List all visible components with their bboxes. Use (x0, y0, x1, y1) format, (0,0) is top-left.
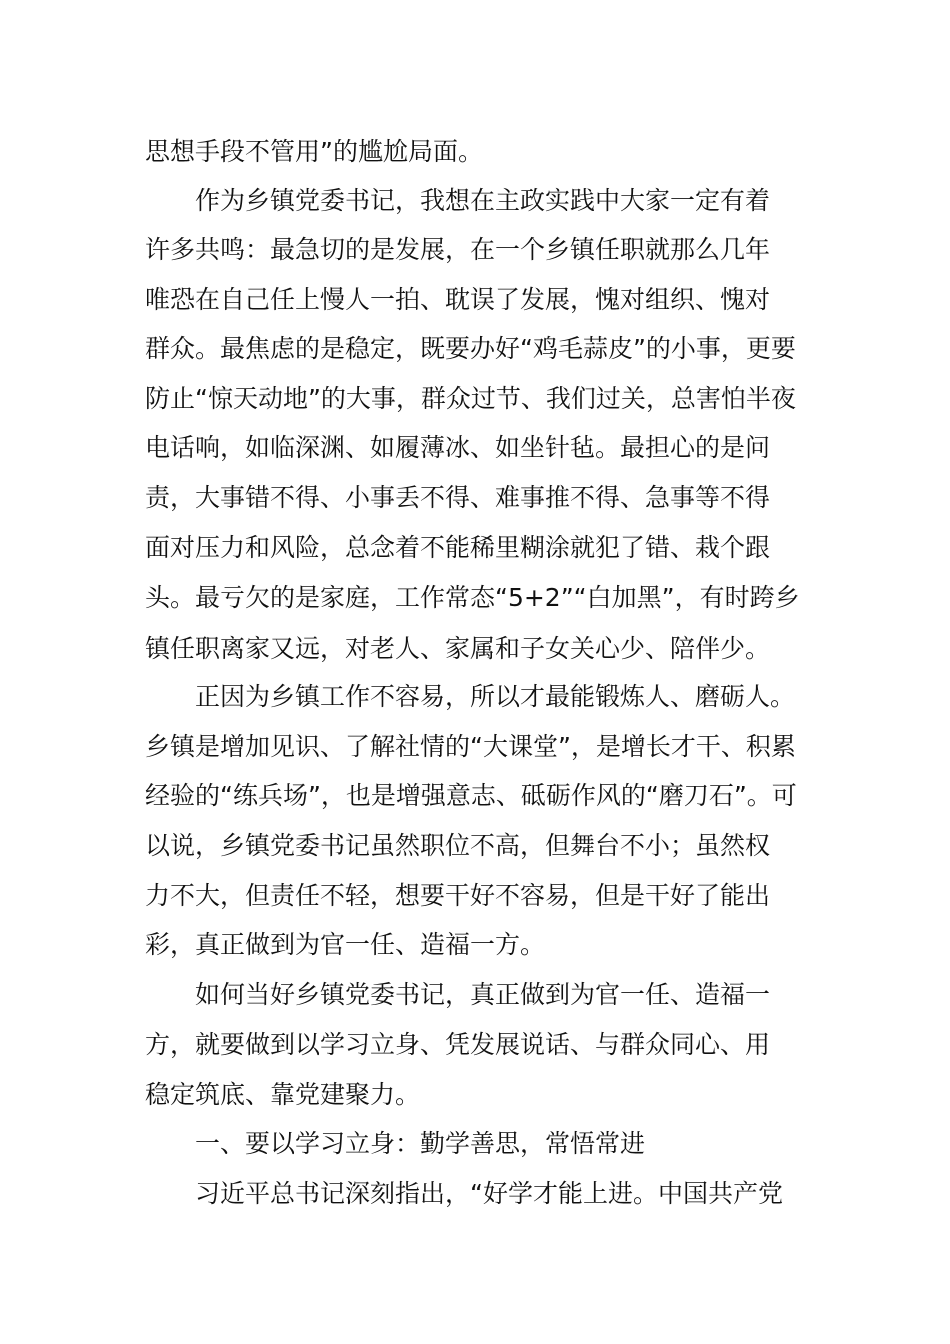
text-line: 责，大事错不得、小事丢不得、难事推不得、急事等不得 (145, 483, 771, 512)
text-line: 镇任职离家又远，对老人、家属和子女关心少、陪伴少。 (145, 634, 771, 663)
text-line: 彩，真正做到为官一任、造福一方。 (145, 930, 546, 959)
text-line: 头。最亏欠的是家庭，工作常态“5+2”“白加黑”，有时跨乡 (145, 583, 800, 612)
text-line: 乡镇是增加见识、了解社情的“大课堂”，是增长才干、积累 (145, 732, 796, 761)
text-line: 以说，乡镇党委书记虽然职位不高，但舞台不小；虽然权 (145, 831, 771, 860)
text-line: 思想手段不管用”的尴尬局面。 (145, 137, 483, 166)
paragraph-first-line: 正因为乡镇工作不容易，所以才最能锻炼人、磨砺人。 (195, 682, 796, 711)
text-line: 方，就要做到以学习立身、凭发展说话、与群众同心、用 (145, 1030, 771, 1059)
paragraph-first-line: 如何当好乡镇党委书记，真正做到为官一任、造福一 (195, 980, 771, 1009)
text-line: 电话响，如临深渊、如履薄冰、如坐针毡。最担心的是问 (145, 433, 771, 462)
text-line: 经验的“练兵场”，也是增强意志、砥砺作风的“磨刀石”。可 (145, 781, 797, 810)
paragraph-first-line: 习近平总书记深刻指出，“好学才能上进。中国共产党 (195, 1179, 783, 1208)
text-line: 唯恐在自己任上慢人一拍、耽误了发展，愧对组织、愧对 (145, 285, 771, 314)
text-line: 防止“惊天动地”的大事，群众过节、我们过关，总害怕半夜 (145, 384, 796, 413)
text-line: 群众。最焦虑的是稳定，既要办好“鸡毛蒜皮”的小事，更要 (145, 334, 796, 363)
text-line: 许多共鸣：最急切的是发展，在一个乡镇任职就那么几年 (145, 235, 771, 264)
text-line: 稳定筑底、靠党建聚力。 (145, 1080, 421, 1109)
text-line: 面对压力和风险，总念着不能稀里糊涂就犯了错、栽个跟 (145, 533, 771, 562)
section-heading: 一、要以学习立身：勤学善思，常悟常进 (195, 1129, 646, 1158)
paragraph-first-line: 作为乡镇党委书记，我想在主政实践中大家一定有着 (195, 186, 771, 215)
text-line: 力不大，但责任不轻，想要干好不容易，但是干好了能出 (145, 881, 771, 910)
